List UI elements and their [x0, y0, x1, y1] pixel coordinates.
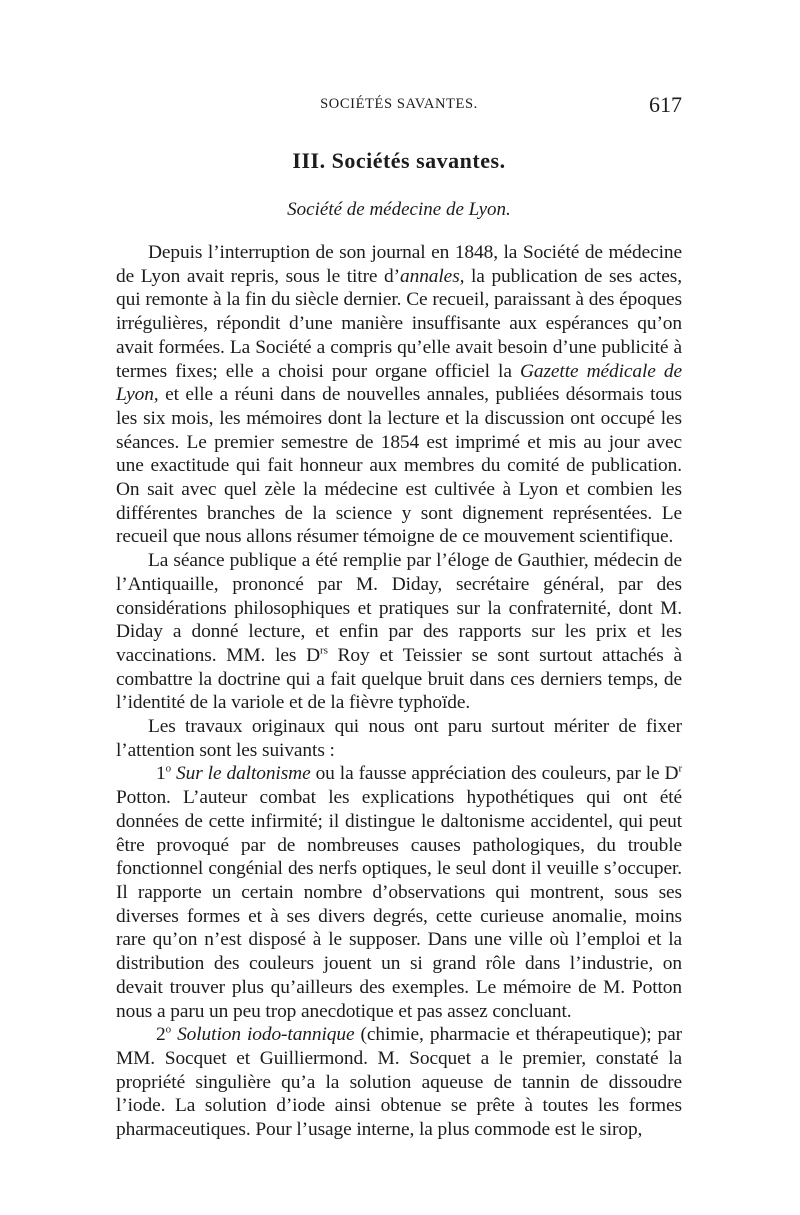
item-number: 1 — [156, 763, 166, 785]
body-text — [116, 241, 682, 1142]
paragraph-item-1 — [116, 762, 682, 1023]
superscript: rs — [320, 644, 328, 657]
paragraph-3: Les travaux originaux qui nous ont paru surtout mériter de fixer l’attention sont les suivants : — [116, 716, 682, 761]
section-subheading: Société de médecine de Lyon. — [287, 199, 511, 220]
paragraph-item-2 — [116, 1023, 682, 1142]
paragraph-text: ou la fausse appréciation des couleurs, par le D — [310, 763, 679, 785]
italic-term: Gazette médicale de Lyon, — [116, 360, 682, 406]
superscript: r — [678, 763, 683, 775]
paragraph-text: La séance publique a été remplie par l’éloge de Gauthier, médecin de l’Antiquaille, prononcé par M. Diday, secrétaire général, par des considérations philosophiques et pratiques sur la confraternité, dont M. Diday a donné lecture, et enfin par des rapports sur les prix et les vaccinations. MM. les D — [116, 550, 682, 666]
paragraph-text: Roy et Teissier se sont surtout attachés à combattre la doctrine qui a fait quelque bruit dans ces derniers temps, de l’identité de la variole et de la fièvre typhoïde. — [116, 644, 682, 714]
page-number: 617 — [649, 92, 682, 117]
section-heading: III. Sociétés savantes. — [292, 148, 506, 173]
paragraph-text: Depuis l’interruption de son journal en 1848, la Société de médecine de Lyon avait repris, sous le titre d’ — [116, 242, 682, 287]
paragraph-text: la publication de ses actes, qui remonte à la fin du siècle dernier. Ce recueil, paraissant à des époques irrégulières, répondit d’une manière insuffisante aux espérances qu’on avait formées. La Société a compris qu’elle avait besoin d’une publicité à termes fixes; elle a choisi pour organe officiel la — [116, 265, 682, 382]
paragraph-2 — [116, 549, 682, 715]
item-title: Solution iodo-tannique — [177, 1024, 355, 1046]
item-number: 2 — [156, 1024, 166, 1046]
paragraph-text: (chimie, pharmacie et thérapeutique); par MM. Socquet et Guilliermond. M. Socquet a le premier, constaté la propriété singulière qu’a la solution aqueuse de tannin de dissoudre l’iode. La solution d’iode ainsi obtenue se prête à toutes les formes pharmaceutiques. Pour l’usage interne, la plus commode est le sirop, — [116, 1024, 682, 1141]
item-title: Sur le daltonisme — [176, 763, 311, 785]
paragraph-1 — [116, 241, 682, 549]
running-title: SOCIÉTÉS SAVANTES. — [320, 96, 478, 112]
running-header — [116, 92, 682, 120]
superscript: o — [165, 763, 172, 775]
paragraph-text: et elle a réuni dans de nouvelles annales, publiées désormais tous les six mois, les mémoires dont la lecture et la discussion ont occupé les séances. Le premier semestre de 1854 est imprimé et mis au jour avec une exactitude qui fait honneur aux membres du comité de publication. On sait avec quel zèle la médecine est cultivée à Lyon et combien les différentes branches de la science y sont dignement représentées. Le recueil que nous allons résumer témoigne de ce mouvement scientifique. — [116, 384, 682, 548]
superscript: o — [165, 1023, 172, 1036]
italic-term: annales, — [400, 265, 465, 287]
paragraph-text: Potton. L’auteur combat les explications hypothétiques qui ont été données de cette infirmité; il distingue le daltonisme accidentel, qui peut être provoqué par de nombreuses causes pathologiques, du trouble fonctionnel congénial des nerfs optiques, le seul dont il veuille s’occuper. Il rapporte un certain nombre d’observations qui montrent, sous ses diverses formes et à ses divers degrés, cette curieuse anomalie, moins rare qu’on n’est disposé à le supposer. Dans une ville où l’emploi et la distribution des couleurs jouent un si grand rôle dans l’industrie, on devait trouver plus qu’ailleurs des exemples. Le mémoire de M. Potton nous a paru un peu trop anecdotique et pas assez concluant. — [116, 787, 682, 1022]
